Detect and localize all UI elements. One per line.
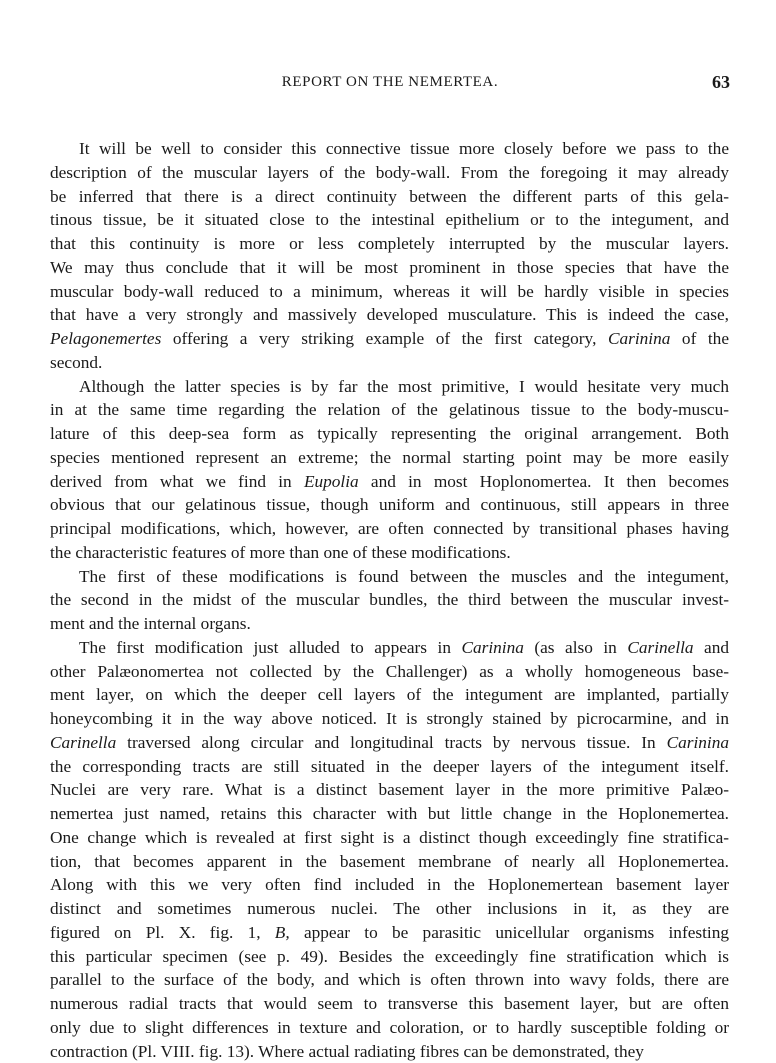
text-line-content	[50, 850, 729, 874]
text-line-content	[50, 1040, 729, 1063]
page-header	[50, 72, 730, 96]
text-run: description of the muscular layers of the body-wall. From the foregoing it may already	[50, 163, 729, 182]
text-run: numerous radial tracts that would seem to transverse this basement layer, but are often	[50, 994, 729, 1013]
text-line	[50, 351, 729, 375]
text-line	[50, 731, 729, 755]
text-line-content	[50, 517, 729, 541]
text-line	[50, 422, 729, 446]
text-line-content	[50, 826, 729, 850]
text-line	[50, 541, 729, 565]
italic-term: Carinina	[461, 638, 523, 657]
italic-term: B,	[275, 923, 290, 942]
italic-term: Carinina	[667, 733, 729, 752]
text-line	[50, 612, 729, 636]
text-run: be inferred that there is a direct continuity between the different parts of this gela-	[50, 187, 729, 206]
text-run: principal modifications, which, however, are often connected by transitional phases having	[50, 519, 729, 538]
text-line	[50, 707, 729, 731]
italic-term: Carinella	[50, 733, 116, 752]
text-line-content	[50, 446, 729, 470]
text-line	[50, 1040, 729, 1063]
italic-term: Pelagonemertes	[50, 329, 161, 348]
text-run: that this continuity is more or less completely interrupted by the muscular layers.	[50, 234, 729, 253]
text-line-content	[50, 612, 729, 636]
running-title: REPORT ON THE NEMERTEA.	[50, 74, 730, 91]
text-line	[50, 945, 729, 969]
text-run: nemertea just named, retains this character with but little change in the Hoplonemertea.	[50, 804, 729, 823]
text-line-content	[50, 470, 729, 494]
text-run: the corresponding tracts are still situated in the deeper layers of the integument itself.	[50, 757, 729, 776]
text-line	[50, 375, 729, 399]
text-line-content	[50, 1016, 729, 1040]
text-run: tion, that becomes apparent in the basement membrane of nearly all Hoplonemertea.	[50, 852, 729, 871]
text-run: obvious that our gelatinous tissue, though uniform and continuous, still appears in three	[50, 495, 729, 514]
text-line	[50, 493, 729, 517]
text-line-content	[50, 873, 729, 897]
text-line	[50, 208, 729, 232]
text-line-content	[50, 897, 729, 921]
text-run: the characteristic features of more than one of these modifications.	[50, 543, 511, 562]
paragraph	[50, 565, 729, 636]
text-line	[50, 968, 729, 992]
text-line-content	[50, 945, 729, 969]
text-run: It will be well to consider this connective tissue more closely before we pass to the	[79, 139, 729, 158]
text-line	[50, 517, 729, 541]
text-run: of the	[670, 329, 729, 348]
text-line	[50, 826, 729, 850]
text-run: other Palæonomertea not collected by the Challenger) as a wholly homogeneous base-	[50, 662, 729, 681]
text-run: that have a very strongly and massively developed musculature. This is indeed the case,	[50, 305, 729, 324]
text-line	[50, 185, 729, 209]
text-line	[50, 398, 729, 422]
text-line-content	[50, 256, 729, 280]
text-line	[50, 161, 729, 185]
text-run: contraction (Pl. VIII. fig. 13). Where actual radiating fibres can be demonstrated, they	[50, 1042, 644, 1061]
text-line	[50, 137, 729, 161]
text-run: figured on Pl. X. fig. 1,	[50, 923, 275, 942]
text-line	[50, 921, 729, 945]
text-line-content	[50, 398, 729, 422]
text-line	[50, 303, 729, 327]
text-line-content	[50, 493, 729, 517]
text-line	[50, 850, 729, 874]
text-run: this particular specimen (see p. 49). Besides the exceedingly fine stratification which is	[50, 947, 729, 966]
text-line-content	[79, 137, 729, 161]
text-run: the second in the midst of the muscular bundles, the third between the muscular invest-	[50, 590, 729, 609]
text-line-content	[50, 303, 729, 327]
text-run: traversed along circular and longitudinal tracts by nervous tissue. In	[116, 733, 666, 752]
text-run: species mentioned represent an extreme; the normal starting point may be more easily	[50, 448, 729, 467]
text-line-content	[50, 921, 729, 945]
text-line-content	[50, 588, 729, 612]
text-run: derived from what we find in	[50, 472, 304, 491]
text-line	[50, 565, 729, 589]
text-run: One change which is revealed at first sight is a distinct though exceedingly fine stratifica-	[50, 828, 729, 847]
text-line-content	[50, 778, 729, 802]
italic-term: Eupolia	[304, 472, 359, 491]
text-line	[50, 327, 729, 351]
text-line	[50, 660, 729, 684]
text-line	[50, 873, 729, 897]
text-run: The first modification just alluded to appears in	[79, 638, 461, 657]
text-line	[50, 232, 729, 256]
text-line	[50, 470, 729, 494]
italic-term: Carinella	[627, 638, 693, 657]
paragraph	[50, 636, 729, 1063]
text-run: Along with this we very often find included in the Hoplonemertean basement layer	[50, 875, 729, 894]
text-run: We may thus conclude that it will be most prominent in those species that have the	[50, 258, 729, 277]
text-run: and in most Hoplonomertea. It then becomes	[359, 472, 729, 491]
text-line-content	[79, 565, 729, 589]
text-line-content	[79, 375, 729, 399]
text-line	[50, 280, 729, 304]
text-line-content	[50, 707, 729, 731]
text-line-content	[50, 968, 729, 992]
text-line	[50, 636, 729, 660]
text-run: offering a very striking example of the first category,	[161, 329, 608, 348]
text-run: ment layer, on which the deeper cell layers of the integument are implanted, partially	[50, 685, 729, 704]
page-number: 63	[712, 72, 730, 93]
text-run: honeycombing it in the way above noticed. It is strongly stained by picrocarmine, and in	[50, 709, 729, 728]
text-line	[50, 683, 729, 707]
text-line-content	[50, 992, 729, 1016]
text-line	[50, 755, 729, 779]
text-line-content	[50, 802, 729, 826]
text-line-content	[50, 541, 729, 565]
text-line-content	[50, 280, 729, 304]
text-run: Nuclei are very rare. What is a distinct basement layer in the more primitive Palæo-	[50, 780, 729, 799]
text-line-content	[50, 161, 729, 185]
text-line	[50, 588, 729, 612]
paragraph	[50, 375, 729, 565]
text-line-content	[50, 232, 729, 256]
text-line-content	[50, 327, 729, 351]
text-run: ment and the internal organs.	[50, 614, 251, 633]
text-line-content	[50, 208, 729, 232]
text-run: The first of these modifications is found between the muscles and the integument,	[79, 567, 729, 586]
text-line	[50, 1016, 729, 1040]
text-line-content	[50, 351, 729, 375]
text-run: only due to slight differences in texture and coloration, or to hardly susceptible folding or	[50, 1018, 729, 1037]
text-line	[50, 256, 729, 280]
body-text	[50, 137, 729, 1063]
text-run: distinct and sometimes numerous nuclei. The other inclusions in it, as they are	[50, 899, 729, 918]
text-run: Although the latter species is by far the most primitive, I would hesitate very much	[79, 377, 729, 396]
text-run: and	[694, 638, 729, 657]
text-line	[50, 802, 729, 826]
text-run: tinous tissue, be it situated close to the intestinal epithelium or to the integument, and	[50, 210, 729, 229]
text-line	[50, 897, 729, 921]
text-run: appear to be parasitic unicellular organisms infesting	[290, 923, 729, 942]
text-run: lature of this deep-sea form as typically representing the original arrangement. Both	[50, 424, 729, 443]
text-line	[50, 992, 729, 1016]
text-run: in at the same time regarding the relation of the gelatinous tissue to the body-muscu-	[50, 400, 729, 419]
text-line-content	[50, 185, 729, 209]
text-line-content	[50, 422, 729, 446]
text-line	[50, 778, 729, 802]
text-line-content	[50, 755, 729, 779]
text-run: muscular body-wall reduced to a minimum, whereas it will be hardly visible in species	[50, 282, 729, 301]
text-line-content	[79, 636, 729, 660]
text-run: second.	[50, 353, 102, 372]
text-line	[50, 446, 729, 470]
text-line-content	[50, 660, 729, 684]
italic-term: Carinina	[608, 329, 670, 348]
paragraph	[50, 137, 729, 375]
text-line-content	[50, 731, 729, 755]
text-line-content	[50, 683, 729, 707]
text-run: parallel to the surface of the body, and which is often thrown into wavy folds, there are	[50, 970, 729, 989]
text-run: (as also in	[524, 638, 627, 657]
